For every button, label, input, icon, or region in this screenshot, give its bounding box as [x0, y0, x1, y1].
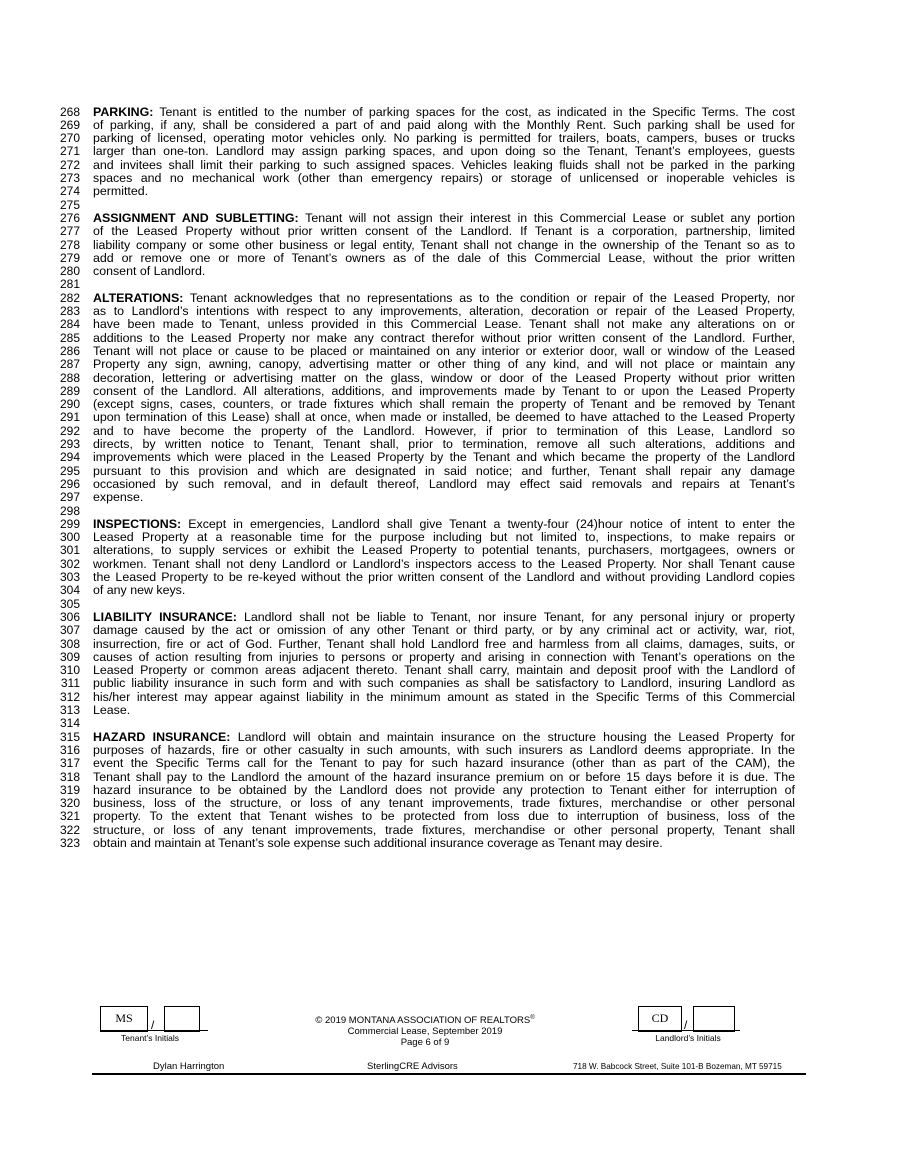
line-text — [93, 704, 795, 717]
line-text — [93, 185, 795, 198]
line-number: 322 — [59, 822, 80, 837]
line-content: insurrection, fire or act of God. Further, Tenant shall hold Landlord free and harmless from all claims, damages, suits, or — [93, 637, 795, 651]
text-line — [0, 837, 900, 850]
section-heading: ASSIGNMENT AND SUBLETTING: — [93, 211, 299, 225]
text-line — [0, 185, 900, 198]
line-text — [93, 318, 795, 331]
line-content: decoration, lettering or advertising matter on the glass, window or door of the Leased Property without prior written — [93, 371, 795, 385]
text-line — [0, 731, 900, 744]
line-text — [93, 132, 795, 145]
line-number: 277 — [59, 224, 80, 239]
line-content: of the Leased Property without prior written consent of the Landlord. If Tenant is a corporation, partnership, limited — [93, 225, 795, 239]
brokerage-name: SterlingCRE Advisors — [367, 1061, 458, 1072]
line-text — [93, 810, 795, 823]
line-text — [93, 372, 795, 385]
text-line — [0, 784, 900, 797]
line-text — [93, 638, 795, 651]
blank-line — [0, 278, 900, 291]
line-content: improvements which were placed in the Leased Property by the Tenant and which became the property of the Landlord — [93, 451, 795, 465]
line-text — [93, 438, 795, 451]
line-content: as to Landlord’s intentions with respect to any improvements, alteration, decoration or repair of the Leased Property, — [93, 305, 795, 318]
text-line — [0, 757, 900, 770]
line-content: add or remove one or more of Tenant’s owners as of the dale of this Commercial Lease, without the prior written — [93, 251, 795, 265]
line-number: 269 — [59, 117, 80, 132]
line-content: consent of the Landlord. All alterations, additions, and improvements made by Tenant to or upon the Leased Property — [93, 384, 795, 398]
line-text — [93, 106, 795, 119]
line-number: 319 — [59, 782, 80, 797]
line-text — [93, 824, 795, 837]
line-number: 288 — [59, 370, 80, 385]
line-number: 314 — [59, 716, 80, 731]
line-content: Leased Property at a reasonable time for the purpose including but not limited to, inspections, to make repairs or — [93, 531, 795, 545]
text-line — [0, 691, 900, 704]
text-line — [0, 265, 900, 278]
text-line — [0, 664, 900, 677]
line-number: 301 — [59, 543, 80, 558]
text-line — [0, 611, 900, 624]
line-text — [93, 784, 795, 797]
text-line — [0, 172, 900, 185]
text-line — [0, 372, 900, 385]
line-number: 276 — [59, 210, 80, 225]
section-heading: PARKING: — [93, 105, 154, 119]
line-text — [93, 465, 795, 478]
line-content: Landlord will obtain and maintain insurance on the structure housing the Leased Property for — [237, 730, 795, 744]
blank-line — [0, 717, 900, 730]
line-number: 318 — [59, 769, 80, 784]
line-number: 311 — [60, 676, 80, 691]
blank-line — [0, 598, 900, 611]
line-number: 285 — [59, 330, 80, 345]
line-content: Tenant is entitled to the number of parking spaces for the cost, as indicated in the Specific Terms. The cost — [159, 105, 795, 119]
line-number: 312 — [59, 689, 80, 704]
line-content: liability company or some other business or legal entity, Tenant shall not change in the ownership of the Tenant so as to — [93, 238, 795, 252]
line-number: 300 — [59, 530, 80, 545]
text-line — [0, 465, 900, 478]
section-heading: INSPECTIONS: — [93, 517, 182, 531]
text-line — [0, 252, 900, 265]
line-text — [93, 797, 795, 810]
line-number: 279 — [59, 250, 80, 265]
line-number: 274 — [59, 184, 80, 199]
copyright-block — [290, 1013, 560, 1048]
line-content: expense. — [93, 491, 144, 505]
text-line — [0, 425, 900, 438]
line-content: Tenant shall pay to the Landlord the amount of the hazard insurance premium on or before 15 days before it is due. The — [93, 770, 795, 784]
line-content: damage caused by the act or omission of any other Tenant or third party, or by any criminal act or activity, war, riot, — [93, 624, 795, 638]
line-content: property. To the extent that Tenant wishes to be protected from loss due to interruption of business, loss of the — [93, 810, 795, 824]
line-content: Tenant acknowledges that no representations as to the condition or repair of the Leased Property, nor — [189, 291, 795, 305]
line-number: 271 — [59, 144, 80, 159]
text-line — [0, 212, 900, 225]
line-text — [93, 292, 795, 305]
line-content: and invitees shall limit their parking to such assigned spaces. Vehicles leaking fluids shall not be parked in the parking — [93, 158, 795, 172]
line-text — [93, 358, 795, 371]
line-content: of any new keys. — [93, 584, 186, 598]
line-number: 315 — [59, 729, 80, 744]
line-number: 278 — [59, 237, 80, 252]
text-line — [0, 531, 900, 544]
agent-name: Dylan Harrington — [153, 1061, 225, 1072]
line-content: purposes of hazards, fire or other casualty in such amounts, with such insurers as Landlord deems appropriate. In the — [93, 743, 795, 757]
line-text — [93, 518, 795, 531]
line-text — [93, 491, 795, 504]
line-number: 323 — [59, 836, 80, 850]
text-line — [0, 132, 900, 145]
line-content: permitted. — [93, 185, 149, 199]
line-content: Leased Property or common areas adjacent thereto. Tenant shall carry, maintain and deposit proof with the Landlord of — [93, 664, 795, 678]
text-line — [0, 797, 900, 810]
line-content: spaces and no mechanical work (other than emergency repairs) or storage of unlicensed or inoperable vehicles is — [93, 172, 795, 185]
line-content: parking of licensed, operating motor vehicles only. No parking is permitted for trailers, boats, campers, buses or trucks — [93, 132, 795, 146]
copyright-text: © 2019 MONTANA ASSOCIATION OF REALTORS — [315, 1015, 531, 1027]
line-number: 302 — [59, 556, 80, 571]
line-number: 291 — [59, 410, 80, 425]
line-content: workmen. Tenant shall not deny Landlord or Landlord’s inspectors access to the Leased Property. Nor shall Tenant cause — [93, 557, 795, 571]
line-number: 270 — [59, 131, 80, 146]
line-content: Tenant will not assign their interest in this Commercial Lease or sublet any portion — [305, 211, 795, 225]
text-line — [0, 345, 900, 358]
line-content: Landlord shall not be liable to Tenant, nor insure Tenant, for any personal injury or property — [243, 610, 795, 624]
text-line — [0, 145, 900, 158]
line-number: 320 — [59, 796, 80, 811]
line-content: of parking, if any, shall be considered a part of and paid along with the Monthly Rent. Such parking shall be used for — [93, 118, 795, 132]
line-number: 281 — [59, 277, 80, 292]
text-line — [0, 544, 900, 557]
line-number: 268 — [59, 104, 80, 119]
tenant-initials-box-1[interactable]: MS — [100, 1006, 148, 1032]
line-text — [93, 544, 795, 557]
section-heading: HAZARD INSURANCE: — [93, 730, 231, 744]
text-line — [0, 638, 900, 651]
line-text — [93, 345, 795, 358]
line-text — [93, 757, 795, 770]
line-text — [93, 531, 795, 544]
line-number: 283 — [59, 304, 80, 318]
line-text — [93, 411, 795, 424]
blank-line — [0, 505, 900, 518]
initials-separator: / — [151, 1018, 155, 1032]
line-text — [93, 239, 795, 252]
section-heading: LIABILITY INSURANCE: — [93, 610, 237, 624]
text-line — [0, 225, 900, 238]
line-number: 286 — [59, 343, 80, 358]
text-line — [0, 558, 900, 571]
line-number: 304 — [59, 583, 80, 598]
line-number: 294 — [59, 450, 80, 465]
line-content: the Leased Property to be re-keyed without the prior written consent of the Landlord and without providing Landlord copies — [93, 571, 795, 584]
line-content: additions to the Leased Property nor make any contract therefor without prior written consent of the Landlord. Further, — [93, 331, 795, 345]
line-text — [93, 225, 795, 238]
line-number: 295 — [59, 463, 80, 478]
landlord-initials-label: Landlord’s Initials — [655, 1033, 721, 1043]
text-line — [0, 411, 900, 424]
line-content: Lease. — [93, 704, 131, 717]
line-text — [93, 425, 795, 438]
initials-separator: / — [684, 1018, 688, 1032]
line-text — [93, 119, 795, 132]
line-text — [93, 571, 795, 584]
line-text — [93, 731, 795, 744]
line-number: 282 — [59, 290, 80, 305]
line-text — [93, 398, 795, 411]
line-content: larger than one-ton. Landlord may assign parking spaces, and upon doing so the Tenant, Tenant’s employees, guests — [93, 145, 795, 159]
text-line — [0, 518, 900, 531]
text-line — [0, 239, 900, 252]
text-line — [0, 451, 900, 464]
text-line — [0, 438, 900, 451]
text-line — [0, 491, 900, 504]
line-text — [93, 172, 795, 185]
line-content: public liability insurance in such form and with such companies as shall be satisfactory to Landlord, insuring Landlord as — [93, 677, 795, 691]
text-line — [0, 119, 900, 132]
line-text — [93, 332, 795, 345]
line-text — [93, 265, 795, 278]
line-number: 307 — [59, 623, 80, 638]
line-number: 309 — [59, 649, 80, 664]
line-content: structure, or loss of any tenant improvements, trade fixtures, merchandise or other personal property, Tenant shall — [93, 823, 795, 837]
form-name: Commercial Lease, September 2019 — [347, 1026, 503, 1038]
line-content: consent of Landlord. — [93, 265, 206, 279]
line-content: business, loss of the structure, or loss of any tenant improvements, trade fixtures, merchandise or other personal — [93, 797, 795, 811]
line-number: 306 — [59, 609, 80, 624]
line-number: 310 — [59, 663, 80, 678]
line-text — [93, 558, 795, 571]
text-line — [0, 824, 900, 837]
line-text — [93, 478, 795, 491]
line-content: causes of action resulting from injuries to persons or property and arising in connection with Tenant’s operations on the — [93, 650, 795, 664]
line-text — [93, 305, 795, 318]
line-content: directs, by written notice to Tenant, Tenant shall, prior to termination, remove all such alterations, additions and — [93, 438, 795, 451]
line-number: 308 — [59, 636, 80, 651]
text-line — [0, 385, 900, 398]
line-text — [93, 611, 795, 624]
text-line — [0, 398, 900, 411]
text-line — [0, 584, 900, 597]
line-content: his/her interest may appear against liability in the minimum amount as stated in the Specific Terms of this Commercial — [93, 690, 795, 704]
line-number: 275 — [59, 197, 80, 212]
line-text — [93, 584, 795, 597]
line-number: 316 — [59, 742, 80, 757]
line-content: Tenant will not place or cause to be placed or maintained on any interior or exterior door, wall or window of the Leased — [93, 344, 795, 358]
tenant-initials-label: Tenant’s Initials — [121, 1033, 179, 1043]
line-number: 273 — [59, 171, 80, 185]
text-line — [0, 478, 900, 491]
footer-rule — [92, 1073, 806, 1075]
line-text — [93, 451, 795, 464]
section-heading: ALTERATIONS: — [93, 291, 184, 305]
tenant-initials-underline — [100, 1030, 208, 1031]
blank-line — [0, 199, 900, 212]
text-line — [0, 159, 900, 172]
line-number: 317 — [59, 756, 80, 771]
text-line — [0, 744, 900, 757]
line-content: and to have become the property of the Landlord. However, if prior to termination of this Lease, Landlord so — [93, 424, 795, 438]
registered-mark: ® — [530, 1015, 535, 1021]
text-line — [0, 771, 900, 784]
line-text — [93, 771, 795, 784]
text-line — [0, 318, 900, 331]
line-text — [93, 744, 795, 757]
line-number: 303 — [59, 570, 80, 584]
line-number: 296 — [59, 476, 80, 491]
line-number: 272 — [59, 157, 80, 172]
line-number: 289 — [59, 383, 80, 398]
landlord-initials-underline — [632, 1030, 740, 1031]
line-content: pursuant to this provision and which are designated in said notice; and further, Tenant shall repair any damage — [93, 464, 795, 478]
line-content: Except in emergencies, Landlord shall give Tenant a twenty-four (24)hour notice of intent to enter the — [188, 517, 795, 531]
line-number: 280 — [59, 264, 80, 279]
landlord-initials-box-1[interactable]: CD — [638, 1006, 682, 1032]
line-text — [93, 664, 795, 677]
line-text — [93, 677, 795, 690]
line-text — [93, 252, 795, 265]
line-content: alterations, to supply services or exhibit the Leased Property to potential tenants, purchasers, mortgagees, owners or — [93, 544, 795, 558]
line-number: 293 — [59, 437, 80, 451]
text-line — [0, 704, 900, 717]
line-text — [93, 385, 795, 398]
line-number: 305 — [59, 596, 80, 611]
line-text — [93, 159, 795, 172]
line-content: have been made to Tenant, unless provided in this Commercial Lease. Tenant shall not make any alterations on or — [93, 318, 795, 332]
line-number: 313 — [59, 703, 80, 717]
landlord-initials-box-2[interactable] — [693, 1006, 735, 1032]
line-text — [93, 837, 795, 850]
line-content: upon termination of this Lease) shall at once, when made or installed, be deemed to have attached to the Leased Property — [93, 411, 795, 425]
text-line — [0, 677, 900, 690]
line-content: (except signs, cases, counters, or trade fixtures which shall remain the property of Tenant and be removed by Tenant — [93, 398, 795, 412]
line-content: Property any sign, awning, canopy, advertising matter or other thing of any kind, and will not place or maintain any — [93, 358, 795, 372]
text-line — [0, 810, 900, 823]
line-number: 321 — [59, 809, 80, 824]
text-line — [0, 292, 900, 305]
text-line — [0, 651, 900, 664]
line-number: 287 — [59, 357, 80, 372]
line-number: 290 — [59, 397, 80, 412]
line-content: event the Specific Terms call for the Tenant to pay for such hazard insurance (other than as part of the CAM), the — [93, 757, 795, 771]
text-line — [0, 571, 900, 584]
text-line — [0, 624, 900, 637]
text-line — [0, 332, 900, 345]
line-content: hazard insurance to be obtained by the Landlord does not provide any protection to Tenant either for interruption of — [93, 783, 795, 797]
line-content: occasioned by such removal, and in default thereof, Landlord may effect said removals and repairs at Tenant’s — [93, 477, 795, 491]
line-number: 298 — [59, 503, 80, 518]
line-text — [93, 624, 795, 637]
line-number: 292 — [59, 423, 80, 438]
line-number: 284 — [59, 317, 80, 332]
text-line — [0, 106, 900, 119]
line-text — [93, 651, 795, 664]
tenant-initials-box-2[interactable] — [164, 1006, 200, 1032]
line-number: 299 — [59, 516, 80, 531]
text-line — [0, 305, 900, 318]
line-number: 297 — [59, 490, 80, 505]
line-text — [93, 145, 795, 158]
line-text — [93, 691, 795, 704]
text-line — [0, 358, 900, 371]
line-text — [93, 212, 795, 225]
page-number: Page 6 of 9 — [400, 1037, 450, 1049]
line-content: obtain and maintain at Tenant’s sole expense such additional insurance coverage as Tenant may desire. — [93, 837, 663, 850]
brokerage-address: 718 W. Babcock Street, Suite 101-B Bozeman, MT 59715 — [573, 1062, 782, 1071]
